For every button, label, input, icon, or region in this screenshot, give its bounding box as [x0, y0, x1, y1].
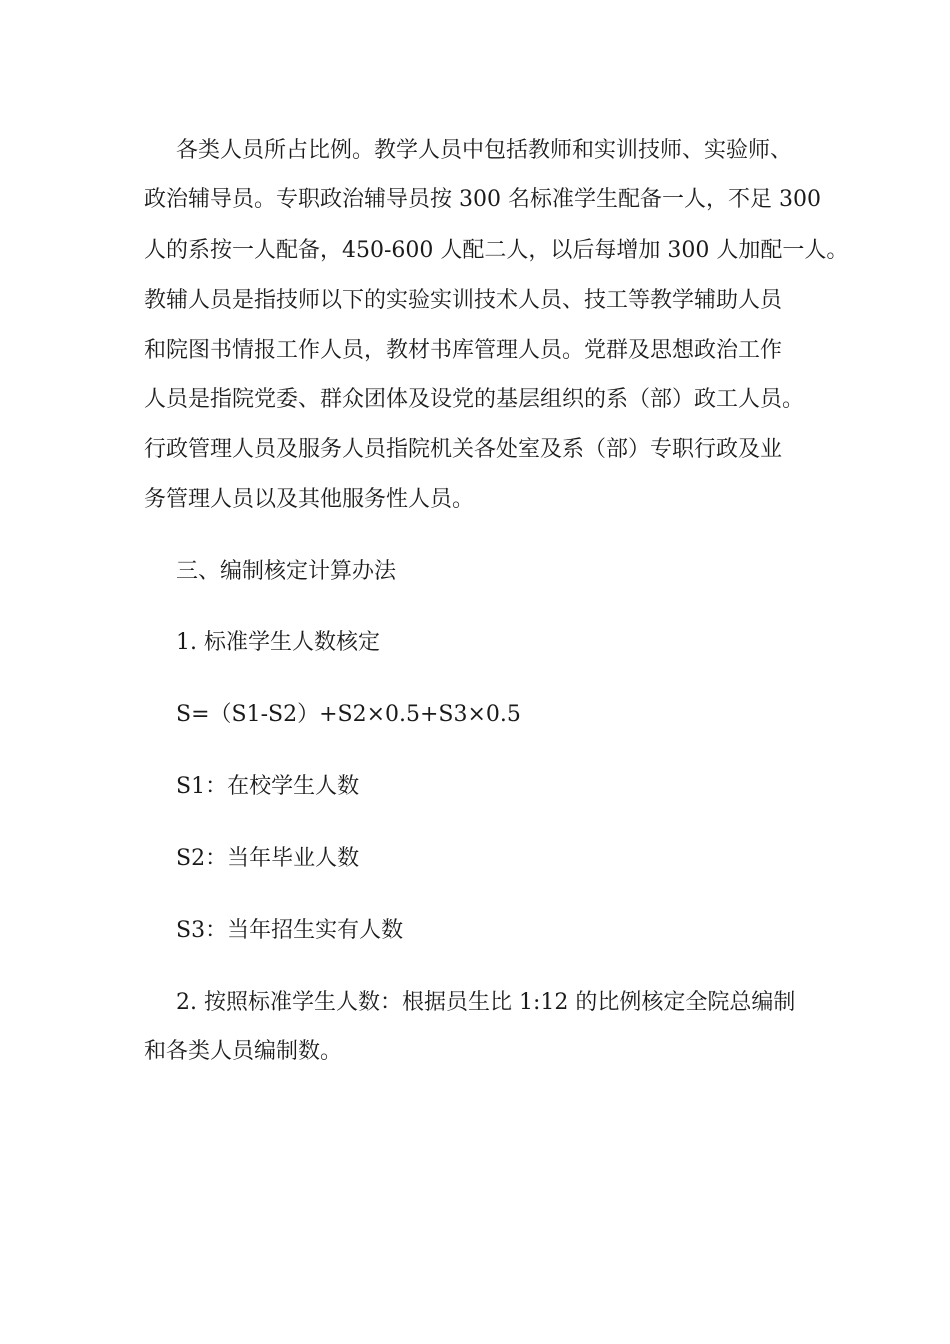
- item-heading: 1. 标准学生人数核定: [176, 630, 380, 655]
- section-heading: 三、编制核定计算办法: [176, 559, 397, 584]
- definition-s3: S3：当年招生实有人数: [176, 918, 404, 943]
- definition-s1: S1：在校学生人数: [176, 774, 360, 799]
- item2-line: 2. 按照标准学生人数：根据员生比 1:12 的比例核定全院总编制: [176, 990, 796, 1015]
- definition-s2: S2：当年毕业人数: [176, 846, 360, 871]
- paragraph-line: 行政管理人员及服务人员指院机关各处室及系（部）专职行政及业: [144, 437, 783, 462]
- item2-line: 和各类人员编制数。: [144, 1039, 343, 1064]
- paragraph-line: 政治辅导员。专职政治辅导员按 300 名标准学生配备一人，不足 300: [144, 187, 821, 212]
- paragraph-line: 人的系按一人配备，450-600 人配二人，以后每增加 300 人加配一人。: [144, 238, 849, 263]
- paragraph-line: 各类人员所占比例。教学人员中包括教师和实训技师、实验师、: [176, 138, 793, 163]
- paragraph-line: 务管理人员以及其他服务性人员。: [144, 487, 475, 512]
- paragraph-line: 教辅人员是指技师以下的实验实训技术人员、技工等教学辅助人员: [144, 288, 783, 313]
- paragraph-line: 和院图书情报工作人员，教材书库管理人员。党群及思想政治工作: [144, 338, 783, 363]
- paragraph-line: 人员是指院党委、群众团体及设党的基层组织的系（部）政工人员。: [144, 387, 805, 412]
- formula: S=（S1-S2）+S2×0.5+S3×0.5: [176, 702, 521, 727]
